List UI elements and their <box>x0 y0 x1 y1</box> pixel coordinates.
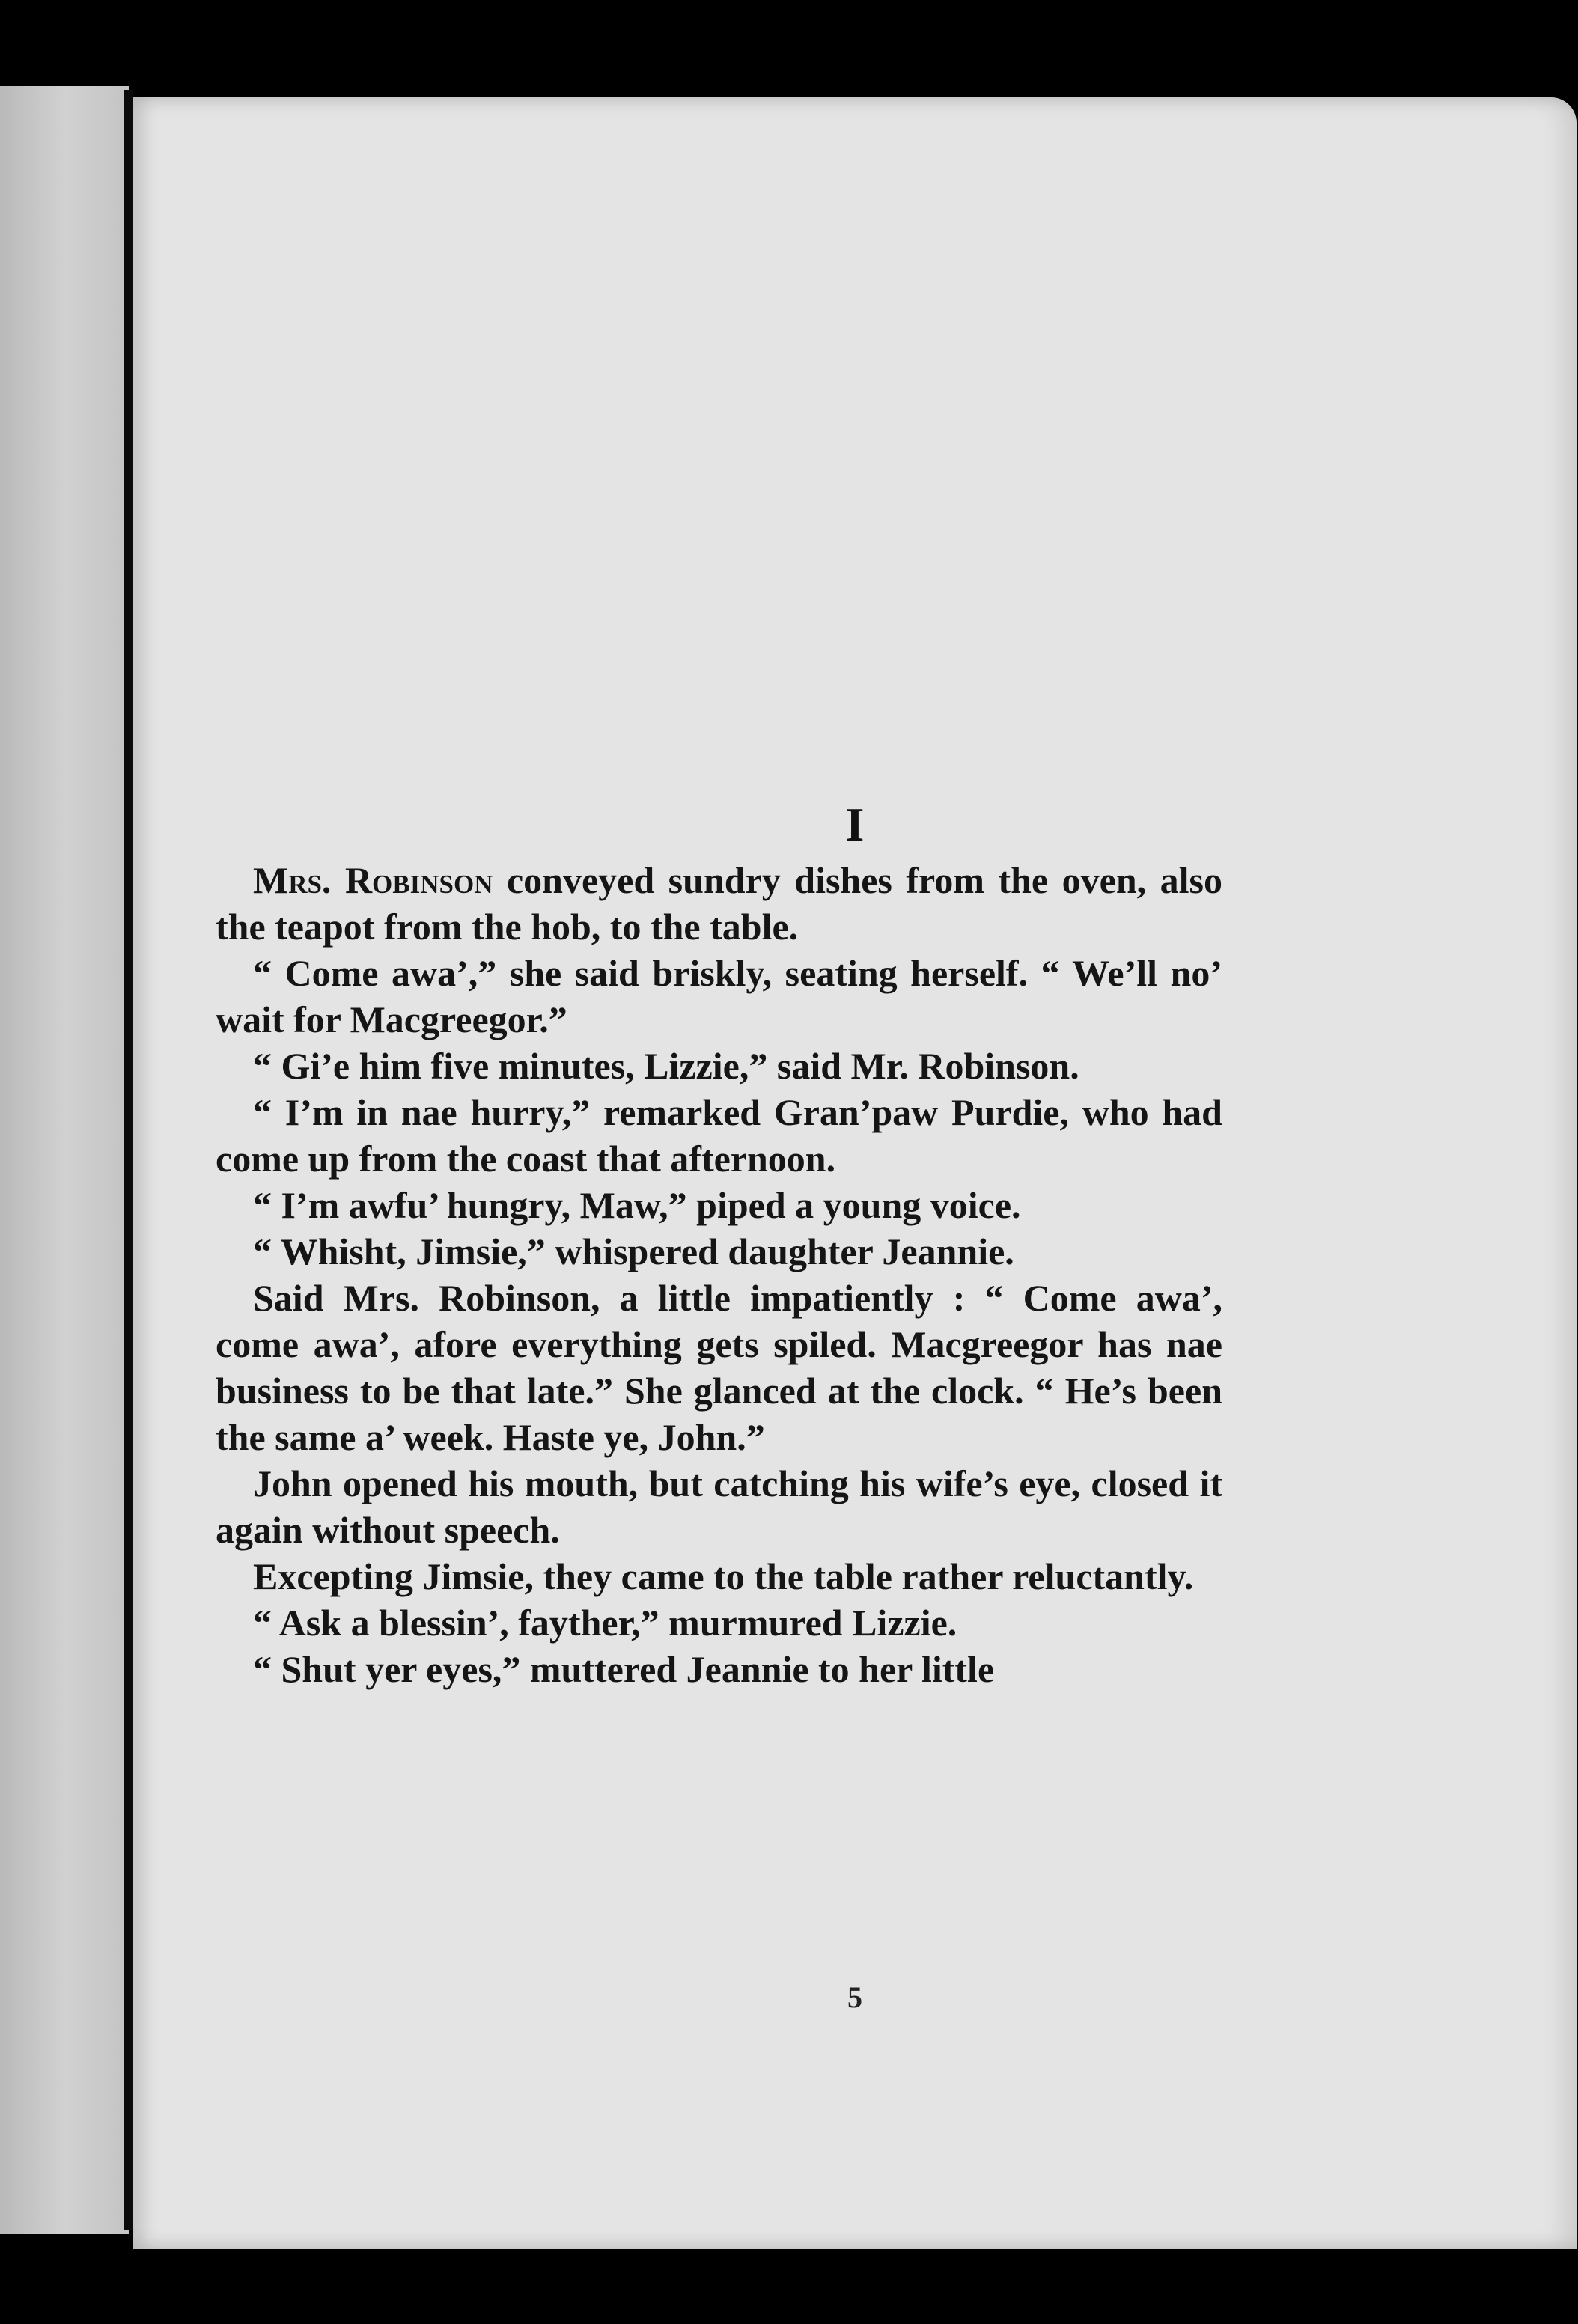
body-text <box>216 857 1222 1692</box>
paragraph: “ I’m awfu’ hungry, Maw,” piped a young voice. <box>253 1184 1021 1226</box>
facing-page-edge <box>0 86 129 2234</box>
paragraph: Excepting Jimsie, they came to the table rather reluctantly. <box>253 1555 1194 1597</box>
paragraph: “ Come awa’,” she said briskly, seating herself. “ We’ll no’ wait for Macgreegor.” <box>216 952 1222 1040</box>
paragraph: “ Gi’e him five minutes, Lizzie,” said Mr. Robinson. <box>253 1045 1079 1087</box>
paragraph: “ Whisht, Jimsie,” whispered daughter Jeannie. <box>253 1230 1014 1272</box>
book-page <box>133 97 1577 2249</box>
paragraph: “ Shut yer eyes,” muttered Jeannie to her little <box>253 1648 995 1690</box>
paragraph: Said Mrs. Robinson, a little impatiently : “ Come awa’, come awa’, afore everything gets spiled. Macgreegor has nae business to be that late.” She glanced at the clock. “ He’s been the same a’ week. Haste ye, John.” <box>216 1277 1222 1458</box>
paragraph <box>216 857 1222 950</box>
opening-rest: conveyed sundry dishes from the oven, also the teapot from the hob, to the table. <box>216 859 1222 948</box>
page-number: 5 <box>847 1980 862 2014</box>
paragraph: John opened his mouth, but catching his wife’s eye, closed it again without speech. <box>216 1463 1222 1551</box>
paragraph: “ I’m in nae hurry,” remarked Gran’paw Purdie, who had come up from the coast that afternoon. <box>216 1091 1222 1180</box>
chapter-number: I <box>845 798 865 851</box>
opening-small-caps: Mrs. Robinson <box>253 859 493 901</box>
paragraph: “ Ask a blessin’, fayther,” murmured Lizzie. <box>253 1602 957 1644</box>
book-spine <box>124 90 133 2230</box>
